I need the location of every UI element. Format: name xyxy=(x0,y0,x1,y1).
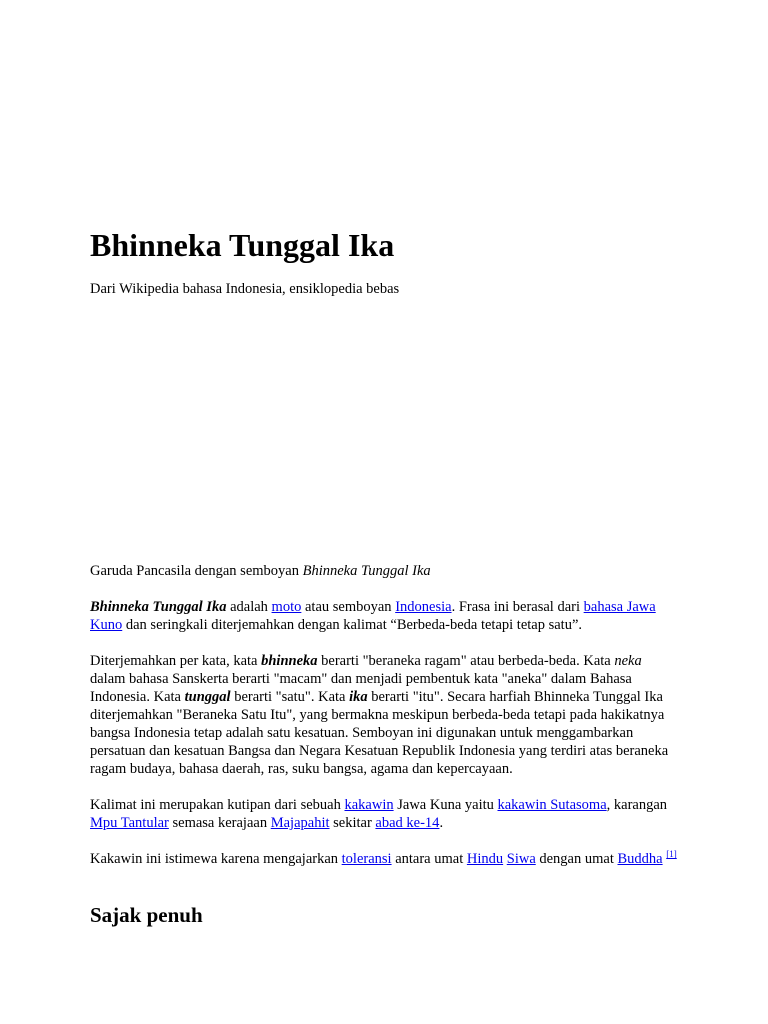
link-toleransi[interactable]: toleransi xyxy=(341,851,392,867)
page-title: Bhinneka Tunggal Ika xyxy=(90,227,395,263)
link-indonesia[interactable]: Indonesia xyxy=(395,599,452,615)
caption-italic: Bhinneka Tunggal Ika xyxy=(302,563,431,579)
text: dan seringkali diterjemahkan dengan kalimat “Berbeda-beda tetapi tetap satu”. xyxy=(122,617,583,633)
paragraph-translation xyxy=(90,652,680,778)
text: Diterjemahkan per kata, kata xyxy=(90,653,262,669)
link-kakawin[interactable]: kakawin xyxy=(344,797,394,813)
text: . Frasa ini berasal dari xyxy=(451,599,584,615)
text: atau semboyan xyxy=(301,599,396,615)
link-buddha[interactable]: Buddha xyxy=(617,851,663,867)
paragraph-tolerance xyxy=(90,850,680,868)
text: . xyxy=(439,815,444,831)
text: berarti "itu". Secara harfiah Bhinneka Tunggal Ika diterjemahkan "Beraneka Satu Itu", yang bermakna meskipun berbeda-beda tetapi pada hakikatnya bangsa Indonesia tetap adalah satu kesatuan. Semboyan ini digunakan untuk menggambarkan persatuan dan kesatuan Bangsa dan Negara Kesatuan Republik Indonesia yang terdiri atas beraneka ragam budaya, bahasa daerah, ras, suku bangsa, agama dan kepercayaan. xyxy=(90,689,669,777)
word-ika: ika xyxy=(349,689,368,705)
reference-link[interactable]: [1] xyxy=(666,849,677,859)
link-siwa[interactable]: Siwa xyxy=(506,851,536,867)
link-mpu-tantular[interactable]: Mpu Tantular xyxy=(90,815,169,831)
page-subtitle: Dari Wikipedia bahasa Indonesia, ensiklopedia bebas xyxy=(90,281,400,297)
text: dengan umat xyxy=(535,851,618,867)
link-moto[interactable]: moto xyxy=(271,599,302,615)
caption-text: Garuda Pancasila dengan semboyan xyxy=(90,563,303,579)
text: , karangan xyxy=(606,797,668,813)
paragraph-origin xyxy=(90,796,680,832)
link-bahasa-jawa-kuno[interactable]: bahasa Jawa Kuno xyxy=(90,599,656,633)
text: Kalimat ini merupakan kutipan dari sebuah xyxy=(90,797,345,813)
paragraph-intro xyxy=(90,598,680,634)
text: sekitar xyxy=(329,815,376,831)
link-hindu[interactable]: Hindu xyxy=(466,851,504,867)
link-kakawin-sutasoma[interactable]: kakawin Sutasoma xyxy=(497,797,607,813)
link-majapahit[interactable]: Majapahit xyxy=(270,815,330,831)
term-bold: Bhinneka Tunggal Ika xyxy=(90,599,227,615)
text: antara umat xyxy=(391,851,467,867)
text: adalah xyxy=(226,599,272,615)
word-tunggal: tunggal xyxy=(184,689,231,705)
text: Kakawin ini istimewa karena mengajarkan xyxy=(90,851,342,867)
text: berarti "beraneka ragam" atau berbeda-beda. Kata xyxy=(317,653,615,669)
image-caption xyxy=(90,562,431,580)
link-abad-ke-14[interactable]: abad ke-14 xyxy=(375,815,440,831)
text: semasa kerajaan xyxy=(168,815,271,831)
text: berarti "satu". Kata xyxy=(230,689,350,705)
text: dalam bahasa Sanskerta berarti "macam" dan menjadi pembentuk kata "aneka" dalam Bahasa Indonesia. Kata xyxy=(90,671,632,705)
word-neka: neka xyxy=(614,653,642,669)
text: Jawa Kuna yaitu xyxy=(393,797,498,813)
section-heading: Sajak penuh xyxy=(90,903,203,927)
word-bhinneka: bhinneka xyxy=(261,653,318,669)
